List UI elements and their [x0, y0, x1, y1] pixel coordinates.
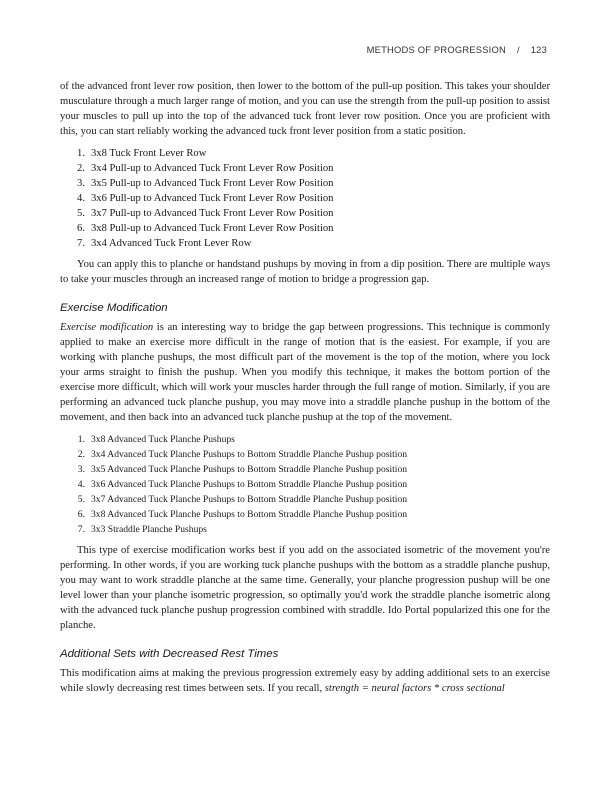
section-title: METHODS OF PROGRESSION [366, 44, 506, 55]
list-item: 1. 3x8 Advanced Tuck Planche Pushups [77, 434, 235, 445]
list-item: 2. 3x4 Pull-up to Advanced Tuck Front Lever Row Position [77, 163, 334, 174]
list-item: 4. 3x6 Pull-up to Advanced Tuck Front Lever Row Position [77, 193, 334, 204]
front-lever-progression-list [60, 146, 550, 251]
list-item: 1. 3x8 Tuck Front Lever Row [77, 148, 207, 159]
header-separator: / [516, 44, 520, 55]
list-item: 5. 3x7 Advanced Tuck Planche Pushups to Bottom Straddle Planche Pushup position [77, 494, 408, 505]
list-item: 2. 3x4 Advanced Tuck Planche Pushups to Bottom Straddle Planche Pushup position [77, 449, 408, 460]
list-item: 7. 3x4 Advanced Tuck Front Lever Row [77, 238, 252, 249]
paragraph-additional-sets: This modification aims at making the previous progression extremely easy by adding additional sets to an exercise while slowly decreasing rest times between sets. If you recall, strength = neural factors * cross sectional [60, 668, 550, 694]
heading-exercise-modification: Exercise Modification [60, 302, 168, 314]
list-item: 3. 3x5 Pull-up to Advanced Tuck Front Lever Row Position [77, 178, 334, 189]
paragraph-isometric: This type of exercise modification works best if you add on the associated isometric of the movement you're performing. In other words, if you are working tuck planche pushups with the bottom as a straddle planche pushup, you may want to work straddle planche at the same time. Generally, your planche progression pushup will be one level lower than your planche isometric progression, so optimally you'd work the straddle planche isometric along with the advanced tuck planche pushup progression combined with straddle. Ido Portal popularized this one for the planche. [60, 545, 550, 631]
page-number: 123 [530, 44, 547, 55]
list-item: 6. 3x8 Advanced Tuck Planche Pushups to Bottom Straddle Planche Pushup position [77, 509, 408, 520]
list-item: 3. 3x5 Advanced Tuck Planche Pushups to Bottom Straddle Planche Pushup position [77, 464, 408, 475]
running-header [367, 44, 547, 55]
list-item: 4. 3x6 Advanced Tuck Planche Pushups to Bottom Straddle Planche Pushup position [77, 479, 408, 490]
paragraph-planche-apply: You can apply this to planche or handstand pushups by moving in from a dip position. There are multiple ways to take your muscles through an increased range of motion to bridge a progression gap. [60, 259, 550, 285]
paragraph-exercise-modification: Exercise modification is an interesting way to bridge the gap between progressions. This technique is commonly applied to make an exercise more difficult in the range of motion that is the easiest. For example, if you are working with planche pushups, the most difficult part of the movement is the top of the motion, where you lock your arms straight to finish the pushup. When you modify this technique, it makes the bottom portion of the exercise more difficult, which will work your muscles harder through the full range of motion. Similarly, if you are performing an advanced tuck planche pushup, you may move into a straddle planche pushup in the bottom of the movement, and then back into an advanced tuck planche pushup at the top of the movement. [60, 322, 551, 423]
list-item: 7. 3x3 Straddle Planche Pushups [77, 524, 207, 535]
strength-formula: strength = neural factors * cross sectional [324, 683, 505, 694]
paragraph-front-lever-intro: of the advanced front lever row position, then lower to the bottom of the pull-up position. This takes your shoulder musculature through a much larger range of motion, and you can use the strength from the pull-up position to assist your muscles to pull up into the top of the advanced tuck front lever row position. Once you are proficient with this, you can start reliably working the advanced tuck front lever position from a static position. [60, 81, 550, 137]
list-item: 6. 3x8 Pull-up to Advanced Tuck Front Lever Row Position [77, 223, 334, 234]
heading-additional-sets: Additional Sets with Decreased Rest Times [60, 648, 279, 660]
list-item: 5. 3x7 Pull-up to Advanced Tuck Front Lever Row Position [77, 208, 334, 219]
planche-progression-list [60, 432, 550, 537]
term-exercise-modification: Exercise modification [60, 322, 154, 333]
page-body [60, 79, 550, 696]
